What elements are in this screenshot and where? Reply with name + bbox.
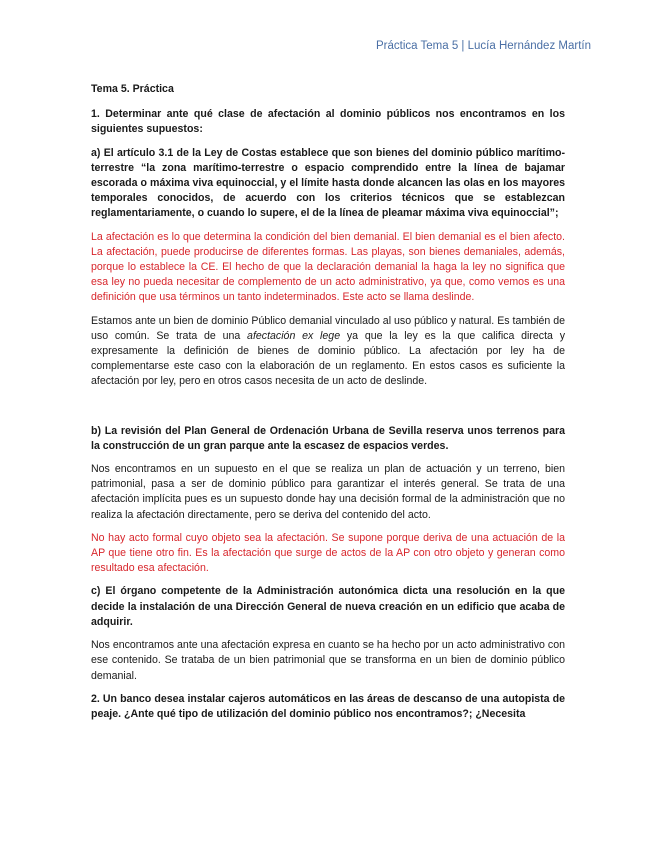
answer-1a-emphasis: afectación ex lege — [247, 329, 341, 342]
page-header: Práctica Tema 5 | Lucía Hernández Martín — [376, 40, 591, 52]
answer-1b-note: No hay acto formal cuyo objeto sea la afectación. Se supone porque deriva de una actuación de la AP que tiene otro fin. Es la afectación que surge de actos de la AP con otro objeto y generan como resultado esa afectación. — [91, 531, 565, 575]
answer-1a-part2: ya que la ley es la que califica directa y expresamente la definición de bienes de dominio público. La afectación por ley ha de complementarse este caso con la elaboración de un reglamento. En estos casos es suficiente la afectación por ley, pero en otros casos necesita de un acto de deslinde. — [91, 329, 565, 388]
answer-1a-part1: Estamos ante un bien de dominio Público demanial vinculado al uso público y natural. Es también de uso común. Se trata de una — [91, 314, 565, 342]
document-body — [91, 82, 565, 730]
question-1a: a) El artículo 3.1 de la Ley de Costas establece que son bienes del dominio público marítimo-terrestre “la zona marítimo-terrestre o espacio comprendido entre la línea de bajamar escorada o máxima viva equinoccial, y el límite hasta donde alcancen las olas en los mayores temporales conocidos, de acuerdo con los criterios técnicos que se establezcan reglamentariamente, o cuando lo supere, el de la línea de pleamar máxima viva equinoccial”; — [91, 146, 565, 220]
spacer — [91, 398, 565, 424]
question-2: 2. Un banco desea instalar cajeros automáticos en las áreas de descanso de una autopista de peaje. ¿Ante qué tipo de utilización del dominio público nos encontramos?; ¿Necesita — [91, 692, 565, 720]
answer-1a — [91, 314, 565, 390]
answer-1c: Nos encontramos ante una afectación expresa en cuanto se ha hecho por un acto administrativo con ese contenido. Se trataba de un bien patrimonial que se transforma en un bien de dominio público demanial. — [91, 639, 565, 682]
question-1b: b) La revisión del Plan General de Ordenación Urbana de Sevilla reserva unos terrenos para la construcción de un gran parque ante la escasez de espacios verdes. — [91, 424, 565, 452]
page-title: Tema 5. Práctica — [91, 83, 174, 95]
answer-1a-note: La afectación es lo que determina la condición del bien demanial. El bien demanial es el bien afecto. La afectación, puede producirse de diferentes formas. Las playas, son bienes demaniales, además, porque lo establece la CE. El hecho de que la declaración demanial la haga la ley no significa que esa ley no pueda necesitar de complemento de un acto administrativo, ya que, como vemos es una definición que usa términos un tanto indeterminados. Este acto se llama deslinde. — [91, 230, 565, 304]
question-1c: c) El órgano competente de la Administración autonómica dicta una resolución en la que decide la instalación de una Dirección General de nueva creación en un edificio que acaba de adquirir. — [91, 585, 565, 628]
question-1: 1. Determinar ante qué clase de afectación al dominio públicos nos encontramos en los siguientes supuestos: — [91, 108, 565, 136]
answer-1b: Nos encontramos en un supuesto en el que se realiza un plan de actuación y un terreno, bien patrimonial, pasa a ser de dominio público para garantizar el interés general. Se trata de una afectación implícita pues es un supuesto donde hay una decisión formal de la administración que no realiza la afectación directamente, pero se deriva del contenido del acto. — [91, 463, 565, 521]
